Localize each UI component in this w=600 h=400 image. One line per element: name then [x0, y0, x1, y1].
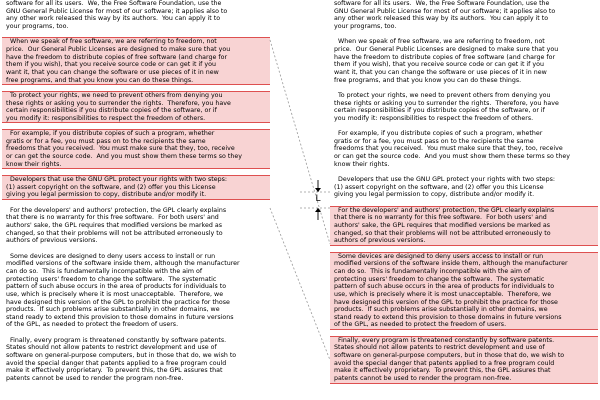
connector-line-top — [270, 40, 330, 244]
left-hunk-paragraph-example: For example, if you distribute copies of such a program, whether gratis or for a fee, you must pass on to the recipients the same freedoms that you received. You must make sure that they, too, receive or can get the source code. And you must show them these terms so they know their rights. — [2, 130, 270, 168]
right-hunk-paragraph-warranty: For the developers' and authors' protection, the GPL clearly explains that there is no warranty for this free software. For both users' and authors' sake, the GPL requires that modified versions be marked as changed, so that their problems will not be attributed erroneously to authors of previous versions. — [330, 207, 598, 245]
left-hunk-paragraph-developers: Developers that use the GNU GPL protect your rights with two steps: (1) assert copyright on the software, and (2) offer you this License giving you legal permission to copy, distribute and/or modify it. — [2, 176, 270, 199]
right-paragraph-intro: software for all its users. We, the Free Software Foundation, use the GNU General Public License for most of our software; it applies also to any other work released this way by its authors. You can apply it to your programs, too. — [334, 0, 556, 30]
right-paragraph-developers: Developers that use the GNU GPL protect your rights with two steps: (1) assert copyright on the software, and (2) offer you this License giving you legal permission to copy, distribute and/or modify it. — [334, 176, 555, 199]
gap-label: L — [315, 194, 321, 204]
left-paragraph-devices: Some devices are designed to deny users access to install or run modified versions of the software inside them, although the manufacturer can do so. This is fundamentally incompatible with the aim of protecting users' freedom to change the software. The systematic pattern of such abuse occurs in the area of products for individuals to use, which is precisely where it is most unacceptable. Therefore, we have designed this version of the GPL to prohibit the practice for those products. If such problems arise substantially in other domains, we stand ready to extend this provision to those domains in future versions of the GPL, as needed to protect the freedom of users. — [6, 252, 240, 329]
left-hunk-paragraph-freedom: When we speak of free software, we are referring to freedom, not price. Our General Public Licenses are designed to make sure that you have the freedom to distribute copies of free software (and charge for them if you wish), that you receive source code or can get it if you want it, that you can change the software or use pieces of it in new free programs, and that you know you can do these things. — [2, 38, 270, 84]
gap-arrow-head-down — [315, 188, 321, 192]
connector-line-bottom — [270, 208, 330, 360]
right-hunk-paragraph-devices: Some devices are designed to deny users access to install or run modified versions of the software inside them, although the manufacturer can do so. This is fundamentally incompatible with the aim of protecting users' freedom to change the software. The systematic pattern of such abuse occurs in the area of products for individuals to use, which is precisely where it is most unacceptable. Therefore, we have designed this version of the GPL to prohibit the practice for those products. If such problems arise substantially in other domains, we stand ready to extend this provision to those domains in future versions of the GPL, as needed to protect the freedom of users. — [330, 253, 598, 330]
left-hunk-paragraph-protect: To protect your rights, we need to prevent others from denying you these rights or asking you to surrender the rights. Therefore, you have certain responsibilities if you distribute copies of the software, or if you modify it: responsibilities to respect the freedom of others. — [2, 92, 270, 123]
left-paragraph-intro: software for all its users. We, the Free Software Foundation, use the GNU General Public License for most of our software; it applies also to any other work released this way by its authors. You can apply it to your programs, too. — [6, 0, 228, 30]
right-paragraph-freedom: When we speak of free software, we are referring to freedom, not price. Our General Public Licenses are designed to make sure that you have the freedom to distribute copies of free software (and charge for them if you wish), that you receive source code or can get it if you want it, that you can change the software or use pieces of it in new free programs, and that you know you can do these things. — [334, 38, 559, 84]
left-paragraph-warranty: For the developers' and authors' protection, the GPL clearly explains that there is no warranty for this free software. For both users' and authors' sake, the GPL requires that modified versions be marked as changed, so that their problems will not be attributed erroneously to authors of previous versions. — [6, 206, 227, 245]
right-paragraph-protect: To protect your rights, we need to prevent others from denying you these rights or asking you to surrender the rights. Therefore, you have certain responsibilities if you distribute copies of the software, or if you modify it: responsibilities to respect the freedom of others. — [334, 91, 559, 122]
right-hunk-paragraph-patents: Finally, every program is threatened constantly by software patents. States should not allow patents to restrict development and use of software on general-purpose computers, but in those that do, we wish to avoid the special danger that patents applied to a free program could make it effectively proprietary. To prevent this, the GPL assures that patents cannot be used to render the program non-free. — [330, 337, 598, 383]
left-paragraph-patents: Finally, every program is threatened constantly by software patents. States should not allow patents to restrict development and use of software on general-purpose computers, but in those that do, we wish to avoid the special danger that patents applied to a free program could make it effectively proprietary. To prevent this, the GPL assures that patents cannot be used to render the program non-free. — [6, 336, 237, 383]
right-paragraph-example: For example, if you distribute copies of such a program, whether gratis or for a fee, you must pass on to the recipients the same freedoms that you received. You must make sure that they, too, receive or can get the source code. And you must show them these terms so they know their rights. — [334, 130, 570, 168]
